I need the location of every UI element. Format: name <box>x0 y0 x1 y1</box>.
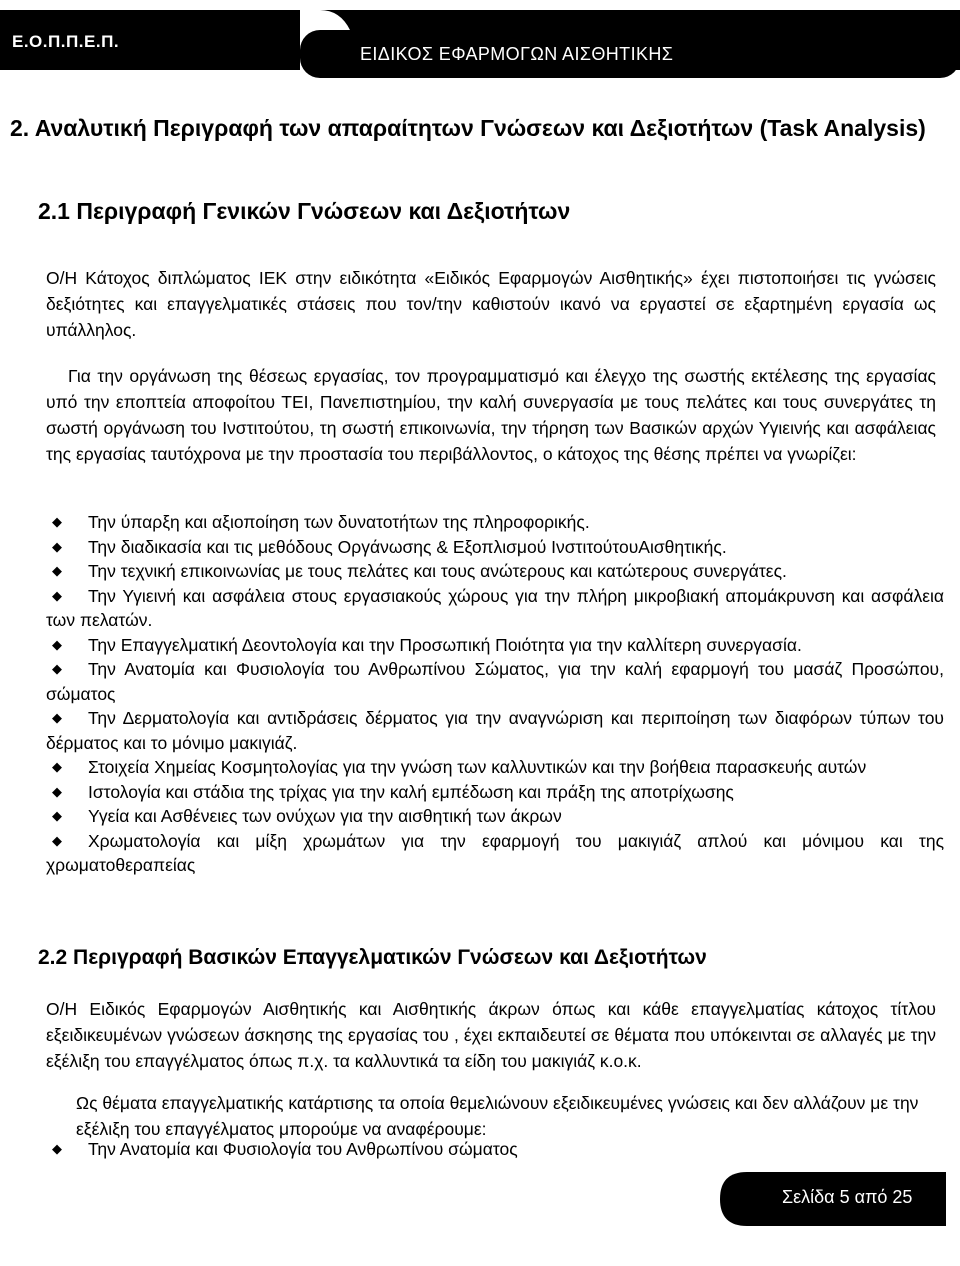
list-item: ◆ Την ύπαρξη και αξιοποίηση των δυνατοτήτων της πληροφορικής. <box>52 512 590 532</box>
list-item: ◆ Υγεία και Ασθένειες των ονύχων για την αισθητική των άκρων <box>52 806 562 826</box>
paragraph-topics: Ως θέματα επαγγελματικής κατάρτισης τα οποία θεμελιώνουν εξειδικευμένες γνώσεις και δεν αλλάζουν με την εξέλιξη του επαγγέλματος μπορούμε να αναφέρουμε: <box>76 1093 919 1139</box>
diamond-bullet-icon: ◆ <box>52 783 62 799</box>
subsection-heading-2-1: 2.1 Περιγραφή Γενικών Γνώσεων και Δεξιοτήτων <box>38 198 571 224</box>
paragraph-professional: Ο/Η Ειδικός Εφαρμογών Αισθητικής και Αισθητικής άκρων όπως και κάθε επαγγελματίας κάτοχος τίτλου εξειδικευμένων γνώσεων άσκησης της εργασίας του , έχει εκπαιδευτεί σε θέματα που υπόκεινται σε αλλαγές με την εξέλιξη του επαγγέλματος όπως π.χ. τα καλλυντικά τα είδη του μακιγιάζ κ.ο.κ. <box>46 999 936 1071</box>
diamond-bullet-icon: ◆ <box>52 832 62 848</box>
page-number: Σελίδα 5 από 25 <box>782 1187 913 1207</box>
list-item: ◆ Χρωματολογία και μίξη χρωμάτων για την εφαρμογή του μακιγιάζ απλού και μόνιμου και της χρωματοθεραπείας <box>46 830 944 875</box>
paragraph-intro: Ο/Η Κάτοχος διπλώματος ΙΕΚ στην ειδικότητα «Ειδικός Εφαρμογών Αισθητικής» έχει πιστοποιήσει τις γνώσεις δεξιότητες και επαγγελματικές στάσεις που τον/την καθιστούν ικανό να εργαστεί σε εξαρτημένη εργασία ως υπάλληλος. <box>46 268 936 340</box>
diamond-bullet-icon: ◆ <box>52 636 62 652</box>
diamond-bullet-icon: ◆ <box>52 661 62 676</box>
diamond-bullet-icon: ◆ <box>52 759 62 774</box>
list-item: ◆ Την τεχνική επικοινωνίας με τους πελάτες και τους ανώτερους και κατώτερους συνεργάτες. <box>52 561 787 581</box>
diamond-bullet-icon: ◆ <box>52 538 62 554</box>
diamond-bullet-icon: ◆ <box>52 514 62 529</box>
diamond-bullet-icon: ◆ <box>52 710 62 725</box>
header-specialty: ΕΙΔΙΚΟΣ ΕΦΑΡΜΟΓΩΝ ΑΙΣΘΗΤΙΚΗΣ <box>360 44 674 64</box>
header-org: Ε.Ο.Π.Π.Ε.Π. <box>12 32 120 51</box>
list-item: ◆ Ιστολογία και στάδια της τρίχας για την καλή εμπέδωση και πράξη της αποτρίχωσης <box>52 781 734 802</box>
diamond-bullet-icon: ◆ <box>52 563 62 578</box>
list-item: ◆ Την Υγιεινή και ασφάλεια στους εργασιακούς χώρους για την πλήρη μικροβιακή απομάκρυνση και ασφάλεια των πελατών. <box>46 585 944 630</box>
subsection-heading-2-2: 2.2 Περιγραφή Βασικών Επαγγελματικών Γνώσεων και Δεξιοτήτων <box>38 946 707 969</box>
list-item: ◆ Την Δερματολογία και αντιδράσεις δέρματος για την αναγνώριση και περιποίηση των διαφόρων τύπων του δέρματος και το μόνιμο μακιγιάζ. <box>46 708 944 753</box>
knowledge-list <box>46 510 944 878</box>
list-item: ◆ Στοιχεία Χημείας Κοσμητολογίας για την γνώση των καλλυντικών και την βοήθεια παρασκευής αυτών <box>52 757 867 777</box>
list-item: ◆ Την Ανατομία και Φυσιολογία του Ανθρωπίνου Σώματος, για την καλή εφαρμογή του μασάζ Προσώπου, σώματος <box>46 659 944 704</box>
list-item: ◆ Την διαδικασία και τις μεθόδους Οργάνωσης & Εξοπλισμού ΙνστιτούτουΑισθητικής. <box>52 536 727 557</box>
diamond-bullet-icon: ◆ <box>52 1141 62 1156</box>
list-item: ◆ Την Επαγγελματική Δεοντολογία και την Προσωπική Ποιότητα για την καλλίτερη συνεργασία. <box>52 634 802 655</box>
list-item: ◆ Την Ανατομία και Φυσιολογία του Ανθρωπίνου σώματος <box>52 1139 518 1159</box>
diamond-bullet-icon: ◆ <box>52 808 62 823</box>
section-heading: 2. Αναλυτική Περιγραφή των απαραίτητων Γνώσεων και Δεξιοτήτων (Task Analysis) <box>10 115 926 141</box>
paragraph-knowledge: Για την οργάνωση της θέσεως εργασίας, τον προγραμματισμό και έλεγχο της σωστής εκτέλεσης της εργασίας υπό την εποπτεία αποφοίτου ΤΕΙ, Πανεπιστημίου, την καλή συνεργασία με τους πελάτες και τους συνεργάτες τη σωστή οργάνωση του Ινστιτούτου, τη σωστή επικοινωνία, την τήρηση των Βασικών αρχών Υγιεινής και ασφάλειας της εργασίας ταυτόχρονα με την προστασία του περιβάλλοντος, ο κάτοχος της θέσης πρέπει να γνωρίζει: <box>46 366 936 464</box>
diamond-bullet-icon: ◆ <box>52 587 62 603</box>
